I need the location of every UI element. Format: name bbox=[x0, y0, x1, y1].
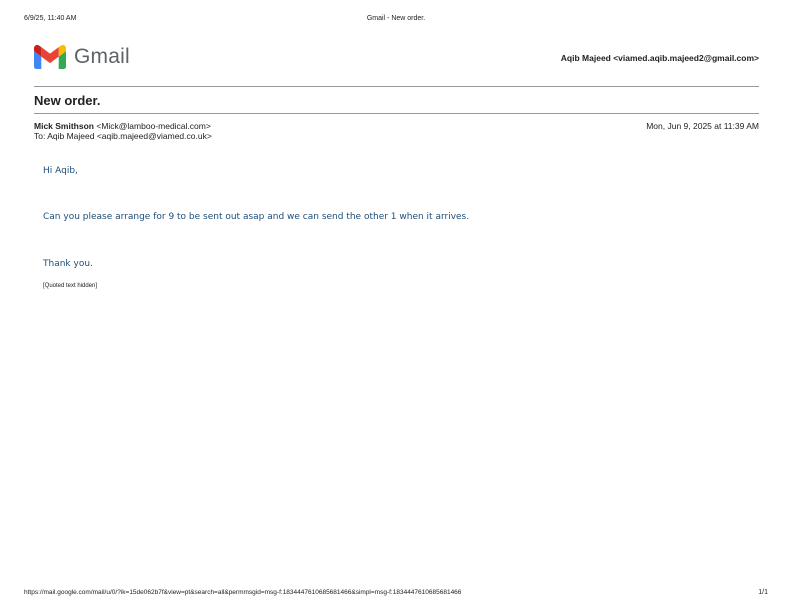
gmail-logo[interactable] bbox=[34, 45, 130, 69]
message-to: To: Aqib Majeed <aqib.majeed@viamed.co.uk> bbox=[34, 131, 212, 141]
print-footer-url: https://mail.google.com/mail/u/0/?ik=15de062b7f&view=pt&search=all&permmsgid=msg-f:1834447610685681466&simpl=msg-f:1834447610685681466 bbox=[24, 589, 462, 596]
gmail-m-icon bbox=[34, 45, 66, 69]
print-page-title: Gmail - New order. bbox=[366, 15, 426, 22]
body-greeting: Hi Aqib, bbox=[43, 166, 78, 176]
sender-email[interactable]: <Mick@lamboo-medical.com> bbox=[96, 121, 211, 131]
quoted-text-toggle[interactable]: [Quoted text hidden] bbox=[43, 283, 98, 289]
sender-name: Mick Smithson bbox=[34, 121, 94, 131]
message-subject: New order. bbox=[34, 93, 101, 108]
print-page-number: 1/1 bbox=[758, 589, 768, 596]
subject-divider bbox=[34, 113, 759, 114]
body-closing: Thank you. bbox=[43, 259, 93, 269]
header-divider bbox=[34, 86, 759, 87]
print-datetime: 6/9/25, 11:40 AM bbox=[24, 15, 77, 22]
message-from bbox=[34, 121, 211, 131]
gmail-wordmark: Gmail bbox=[74, 45, 130, 68]
account-label: Aqib Majeed <viamed.aqib.majeed2@gmail.com> bbox=[560, 53, 759, 63]
body-paragraph: Can you please arrange for 9 to be sent out asap and we can send the other 1 when it arrives. bbox=[43, 212, 470, 222]
message-date: Mon, Jun 9, 2025 at 11:39 AM bbox=[646, 121, 759, 131]
